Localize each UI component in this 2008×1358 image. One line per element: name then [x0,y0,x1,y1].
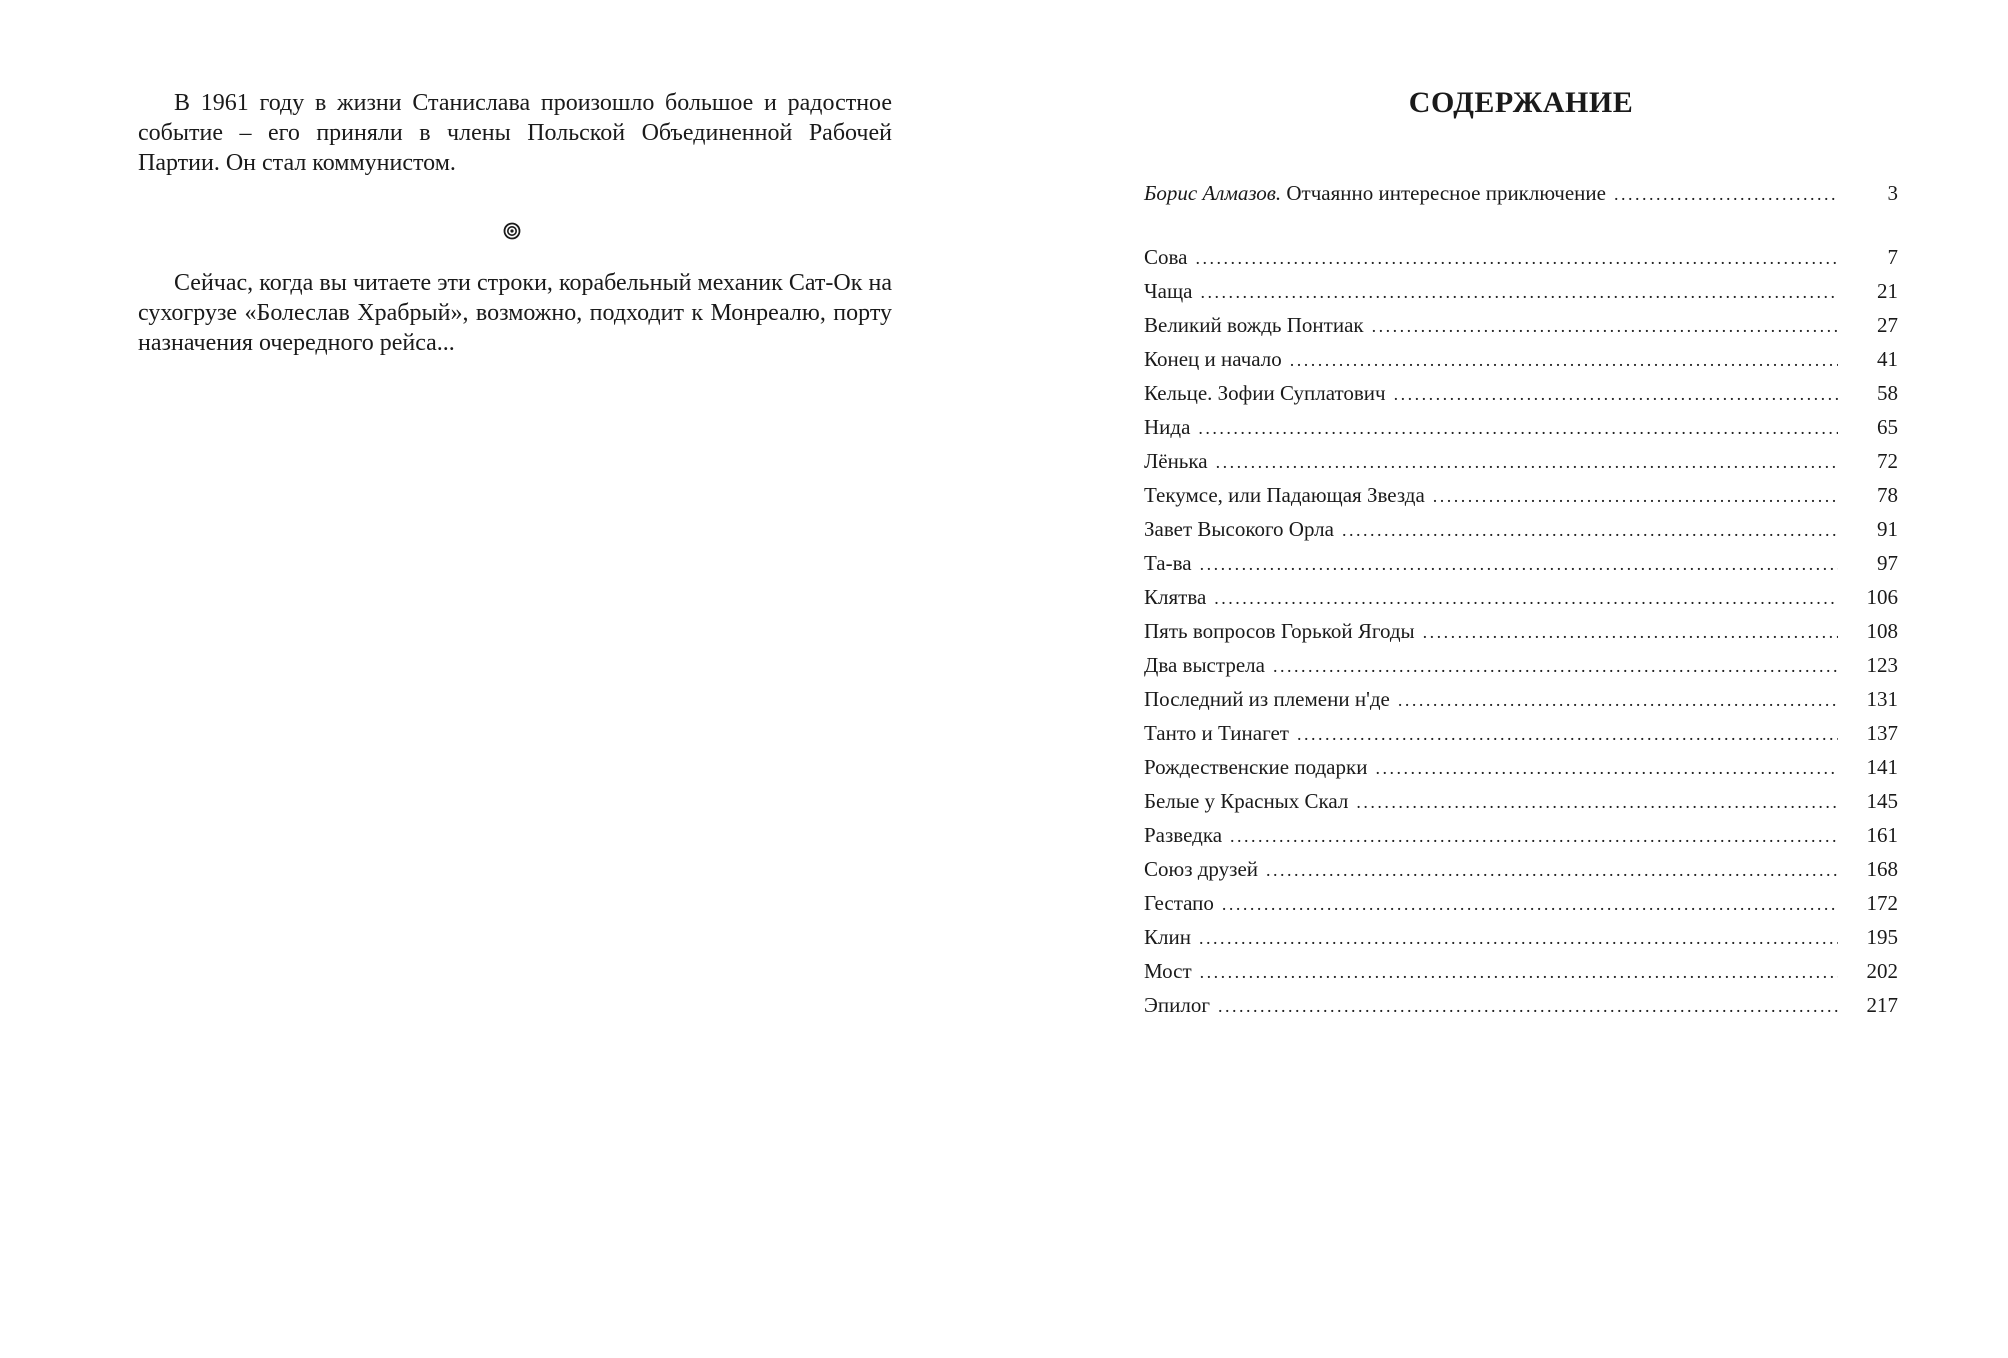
toc-entry-title: Танто и Тинагет [1144,721,1289,745]
toc-entry-title: Мост [1144,959,1192,983]
toc-entry-title: Кельце. Зофии Суплатович [1144,381,1386,405]
toc-entry[interactable] [1144,410,1898,444]
toc-leader-dots [1222,887,1838,921]
toc-entry-title: Белые у Красных Скал [1144,789,1349,813]
toc-entry[interactable] [1144,954,1898,988]
toc-entry[interactable] [1144,920,1898,954]
toc-leader-dots [1614,177,1838,211]
toc-page-number: 106 [1866,585,1898,609]
toc-leader-dots [1372,309,1838,343]
toc-leader-dots [1199,921,1838,955]
toc-leader-dots [1398,683,1838,717]
toc-entry[interactable] [1144,478,1898,512]
toc-page-number: 141 [1866,755,1898,779]
toc-entry[interactable] [1144,308,1898,342]
toc-entry-title: Сова [1144,245,1188,269]
toc-leader-dots [1195,241,1838,275]
toc-entry-title: Пять вопросов Горькой Ягоды [1144,619,1415,643]
toc-entry[interactable] [1144,988,1898,1022]
toc-leader-dots [1230,819,1838,853]
toc-entry[interactable] [1144,342,1898,376]
toc-entry-title: Конец и начало [1144,347,1282,371]
toc-entry[interactable] [1144,444,1898,478]
toc-page-number: 168 [1866,857,1898,881]
toc-page-number: 217 [1866,993,1898,1017]
toc-entry[interactable] [1144,784,1898,818]
toc-page-number: 3 [1887,181,1898,205]
toc-entry[interactable] [1144,580,1898,614]
toc-entry-title: Лёнька [1144,449,1208,473]
toc-entry[interactable] [1144,274,1898,308]
toc-page-number: 58 [1877,381,1898,405]
toc-leader-dots [1266,853,1838,887]
toc-leader-dots [1273,649,1838,683]
toc-leader-dots [1433,479,1838,513]
toc-leader-dots [1342,513,1838,547]
paragraph-communist: В 1961 году в жизни Станислава произошло большое и радостное событие – его приняли в члены Польской Объединенной Рабочей Партии. Он стал коммунистом. [138,90,892,176]
toc-entry[interactable] [1144,750,1898,784]
toc-entry[interactable] [1144,376,1898,410]
toc-leader-dots [1216,445,1838,479]
toc-page-number: 27 [1877,313,1898,337]
toc-leader-dots [1200,547,1838,581]
toc-entry[interactable] [1144,648,1898,682]
toc-entry-title: Разведка [1144,823,1223,847]
toc-entry-title: Великий вождь Понтиак [1144,313,1364,337]
separator-ornament-icon [503,222,521,240]
toc-entry-title: Та-ва [1144,551,1192,575]
toc-page-number: 78 [1877,483,1898,507]
toc-entry[interactable] [1144,614,1898,648]
toc-entry[interactable] [1144,546,1898,580]
toc-page-number: 97 [1877,551,1898,575]
toc-page-number: 7 [1887,245,1898,269]
toc-entry-title: Союз друзей [1144,857,1259,881]
toc-leader-dots [1214,581,1838,615]
paragraph-montreal: Сейчас, когда вы читаете эти строки, корабельный механик Сат-Ок на сухогрузе «Болеслав Храбрый», возможно, подходит к Монреалю, порту назначения очередного рейса... [138,270,892,356]
toc-entry-title: Эпилог [1144,993,1210,1017]
toc-entry[interactable] [1144,818,1898,852]
table-of-contents [1144,176,1898,1022]
toc-intro-title: Отчаянно интересное приключение [1286,181,1606,205]
toc-page-number: 41 [1877,347,1898,371]
toc-leader-dots [1356,785,1838,819]
toc-leader-dots [1394,377,1838,411]
toc-entry[interactable] [1144,512,1898,546]
toc-page-number: 161 [1866,823,1898,847]
toc-leader-dots [1297,717,1838,751]
toc-leader-dots [1423,615,1838,649]
toc-page-number: 21 [1877,279,1898,303]
toc-page-number: 91 [1877,517,1898,541]
toc-entry-title: Гестапо [1144,891,1214,915]
toc-entry-intro[interactable] [1144,176,1898,210]
toc-page-number: 131 [1866,687,1898,711]
toc-leader-dots [1218,989,1838,1023]
toc-leader-dots [1375,751,1838,785]
toc-intro-author: Борис Алмазов. [1144,181,1282,205]
toc-entry-title: Завет Высокого Орла [1144,517,1334,541]
toc-entry-title: Последний из племени н'де [1144,687,1390,711]
toc-page-number: 108 [1866,619,1898,643]
toc-entry[interactable] [1144,240,1898,274]
toc-leader-dots [1200,275,1838,309]
toc-title: СОДЕРЖАНИЕ [1408,86,1634,119]
toc-page-number: 137 [1866,721,1898,745]
toc-page-number: 72 [1877,449,1898,473]
toc-leader-dots [1290,343,1838,377]
toc-entry-title: Чаща [1144,279,1193,303]
toc-entry-title: Клятва [1144,585,1207,609]
toc-page-number: 65 [1877,415,1898,439]
toc-page-number: 172 [1866,891,1898,915]
toc-entry-title: Два выстрела [1144,653,1265,677]
toc-leader-dots [1198,411,1838,445]
toc-leader-dots [1200,955,1838,989]
toc-entry[interactable] [1144,852,1898,886]
toc-entry-title: Клин [1144,925,1191,949]
toc-entry[interactable] [1144,716,1898,750]
toc-page-number: 195 [1866,925,1898,949]
toc-page-number: 145 [1866,789,1898,813]
toc-entry-title: Текумсе, или Падающая Звезда [1144,483,1425,507]
toc-entry-title: Нида [1144,415,1191,439]
toc-entry-title: Рождественские подарки [1144,755,1368,779]
toc-page-number: 202 [1866,959,1898,983]
toc-page-number: 123 [1866,653,1898,677]
right-page [1004,0,2008,1358]
toc-entry[interactable] [1144,682,1898,716]
toc-entry[interactable] [1144,886,1898,920]
